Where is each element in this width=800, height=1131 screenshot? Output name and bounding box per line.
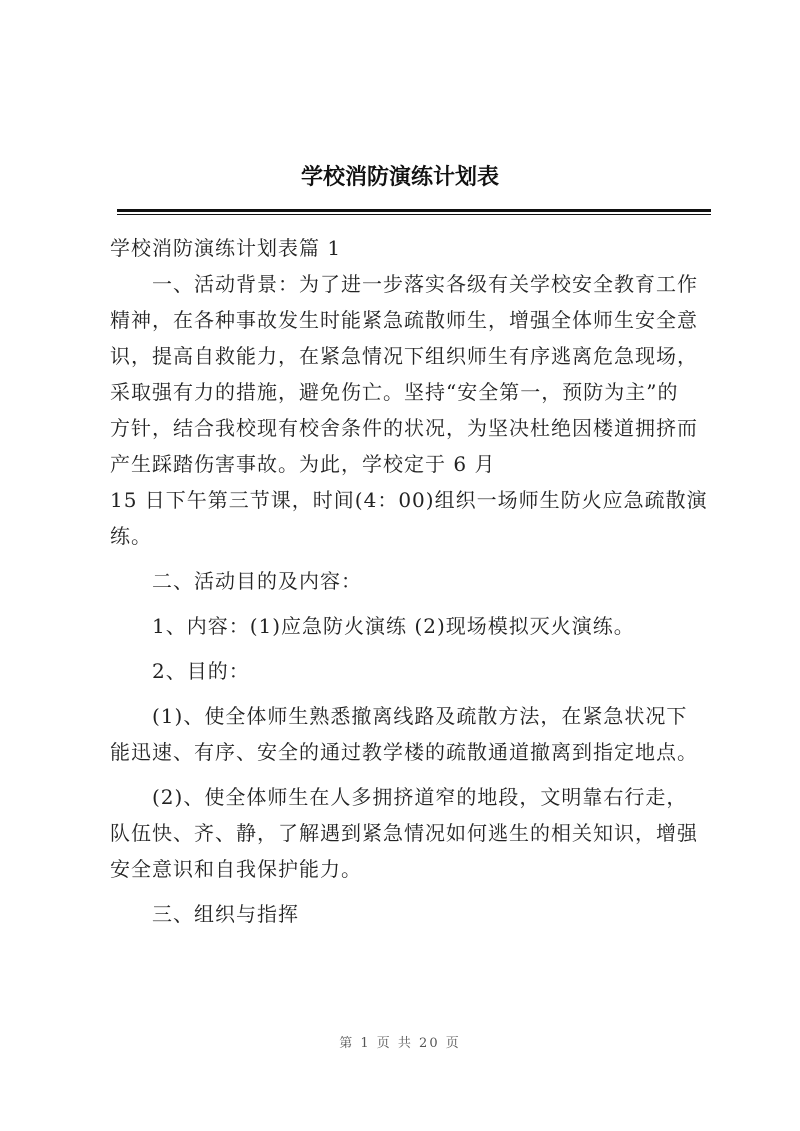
paragraph-line: 产生踩踏伤害事故。为此，学校定于 6 月 [110,452,496,476]
paragraph-line: 采取强有力的措施，避免伤亡。坚持“安全第一，预防为主”的 [110,380,679,404]
title-divider-thin [117,214,711,215]
document-title: 学校消防演练计划表 [300,164,499,190]
purpose-item: 2、目的： [152,659,250,683]
paragraph-line: 15 日下午第三节课，时间(4：00)组织一场师生防火应急疏散演 [110,488,708,512]
paragraph-line: (1)、使全体师生熟悉撤离线路及疏散方法，在紧急状况下 [152,704,688,728]
paragraph-line: 安全意识和自我保护能力。 [110,857,362,881]
document-body [110,230,712,932]
section-heading: 二、活动目的及内容： [152,569,362,593]
paragraph-line: 识，提高自救能力，在紧急情况下组织师生有序逃离危急现场， [110,344,698,368]
paragraph-line: 精神，在各种事故发生时能紧急疏散师生，增强全体师生安全意 [110,308,698,332]
paragraph-line: 练。 [110,524,152,548]
title-divider-thick [117,209,711,212]
section-subtitle: 学校消防演练计划表篇 1 [110,236,342,260]
paragraph-line: (2)、使全体师生在人多拥挤道窄的地段，文明靠右行走， [152,785,688,809]
page-number-footer: 第 1 页 共 20 页 [339,1036,461,1051]
content-item: 1、内容：(1)应急防火演练 (2)现场模拟灭火演练。 [152,614,635,638]
section-heading: 三、组织与指挥 [152,902,299,926]
paragraph-line: 队伍快、齐、静，了解遇到紧急情况如何逃生的相关知识，增强 [110,821,698,845]
paragraph-line: 方针，结合我校现有校舍条件的状况，为坚决杜绝因楼道拥挤而 [110,416,698,440]
paragraph-line: 一、活动背景：为了进一步落实各级有关学校安全教育工作 [152,272,698,296]
paragraph-line: 能迅速、有序、安全的通过教学楼的疏散通道撤离到指定地点。 [110,740,698,764]
